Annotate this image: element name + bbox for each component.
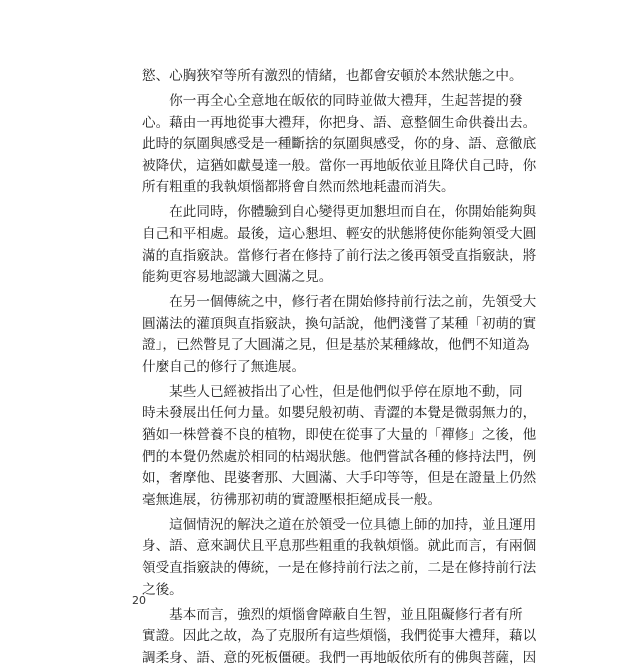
paragraph: [142, 91, 537, 199]
text-line: 調柔身、語、意的死板僵硬。我們一再地皈依所有的佛與菩薩，因: [142, 649, 537, 666]
text-line: 某些人已經被指出了心性，但是他們似乎停在原地不動，同: [142, 383, 523, 400]
text-line: 之後。: [142, 581, 183, 598]
paragraph: [142, 202, 537, 288]
paragraph: [142, 605, 537, 669]
text-line: 滿的直指竅訣。當修行者在修持了前行法之後再領受直指竅訣，將: [142, 247, 537, 264]
text-line: 在另一個傳統之中，修行者在開始修持前行法之前，先領受大: [142, 294, 537, 311]
paragraph: [142, 515, 537, 601]
text-line: 證」，已然瞥見了大圓滿之見，但是基於某種緣故，他們不知道為: [142, 337, 530, 354]
text-line: 什麼自己的修行了無進展。: [142, 358, 306, 375]
text-line: 被降伏，這猶如獻曼達一般。當你一再地皈依並且降伏自己時，你: [142, 157, 537, 174]
text-line: 身、語、意來調伏且平息那些粗重的我執煩惱。就此而言，有兩個: [142, 538, 537, 555]
text-line: 你一再全心全意地在皈依的同時並做大禮拜，生起菩提的發: [142, 92, 523, 109]
text-line: 實證。因此之故，為了克服所有這些煩惱，我們從事大禮拜，藉以: [142, 628, 537, 645]
paragraph: [142, 66, 523, 88]
text-line: 如，奢摩他、毘婆奢那、大圓滿、大手印等等，但是在證量上仍然: [142, 470, 537, 487]
text-line: 圓滿法的灌頂與直指竅訣，換句話說，他們淺嘗了某種「初萌的實: [142, 315, 537, 332]
text-line: 領受直指竅訣的傳統，一是在修持前行法之前，二是在修持前行法: [142, 560, 537, 577]
text-line: 此時的氛圍與感受是一種斷捨的氛圍與感受，你的身、語、意徹底: [142, 136, 537, 153]
text-line: 自己和平相處。最後，這心懇坦、輕安的狀態將使你能夠領受大圓: [142, 225, 537, 242]
text-line: 猶如一株營養不良的植物，即使在從事了大量的「禪修」之後，他: [142, 427, 537, 444]
text-line: 們的本覺仍然處於相同的枯竭狀態。他們嘗試各種的修持法門，例: [142, 448, 537, 465]
paragraph: [142, 382, 537, 512]
text-line: 在此同時，你體驗到自心變得更加懇坦而自在，你開始能夠與: [142, 204, 537, 221]
paragraph: [142, 292, 537, 378]
text-line: 能夠更容易地認識大圓滿之見。: [142, 269, 333, 286]
text-line: 時未發展出任何力量。如嬰兒般初萌、青澀的本覺是微弱無力的，: [142, 405, 537, 422]
text-line: 這個情況的解決之道在於領受一位具德上師的加持，並且運用: [142, 516, 537, 533]
text-line: 心。藉由一再地從事大禮拜，你把身、語、意整個生命供養出去。: [142, 114, 537, 131]
text-line: 基本而言，強烈的煩惱會障蔽自生智，並且阻礙修行者有所: [142, 606, 523, 623]
text-line: 所有粗重的我執煩惱都將會自然而然地耗盡而消失。: [142, 179, 455, 196]
page-number: 20: [132, 594, 146, 607]
text-line: 毫無進展，彷彿那初萌的實證壓根拒絕成長一般。: [142, 491, 442, 508]
text-line: 慾、心胸狹窄等所有激烈的情緒，也都會安頓於本然狀態之中。: [142, 68, 523, 84]
body-text: [142, 66, 537, 669]
